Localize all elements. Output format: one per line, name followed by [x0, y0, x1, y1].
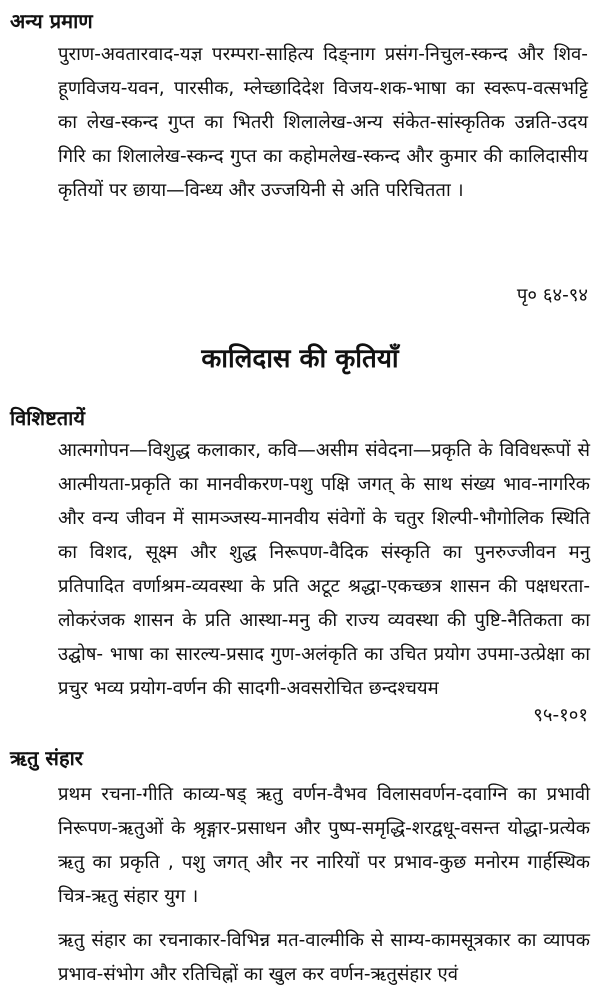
page-reference: ९५-१०१: [533, 705, 588, 726]
section-paragraph-features: आत्मगोपन—विशुद्ध कलाकार, कवि—असीम संवेदना—प्रकृति के विविधरूपों से आत्मीयता-प्रकृति का मानवीकरण-पशु पक्षि जगत् के साथ संख्य भाव-नागरिक और वन्य जीवन में सामञ्जस्य-मानवीय संवेगों के चतुर शिल्पी-भौगोलिक स्थिति का विशद, सूक्ष्म और शुद्ध निरूपण-वैदिक संस्कृति का पुनरुज्जीवन मनु प्रतिपादित वर्णाश्रम-व्यवस्था के प्रति अटूट श्रद्धा-एकच्छत्र शासन की पक्षधरता-लोकरंजक शासन के प्रति आस्था-मनु की राज्य व्यवस्था की पुष्टि-नैतिकता का उद्घोष- भाषा का सारल्य-प्रसाद गुण-अलंकृति का उचित प्रयोग उपमा-उत्प्रेक्षा का प्रचुर भव्य प्रयोग-वर्णन की सादगी-अवसरोचित छन्दश्चयम: [58, 440, 590, 699]
page-reference: पृ० ६४-९४: [516, 285, 588, 306]
section-heading-other-evidence: अन्य प्रमाण: [10, 9, 93, 33]
section-paragraph-ritusamhara-2: ऋतु संहार का रचनाकार-विभिन्न मत-वाल्मीकि से साम्य-कामसूत्रकार का व्यापक प्रभाव-संभोग और रतिचिह्नों का खुल कर वर्णन-ऋतुसंहार एवं: [58, 930, 590, 985]
section-paragraph-ritusamhara-1: प्रथम रचना-गीति काव्य-षड् ऋतु वर्णन-वैभव विलासवर्णन-दवाग्नि का प्रभावी निरूपण-ऋतुओं के श्रृङ्गार-प्रसाधन और पुष्प-समृद्धि-शरद्वधू-वसन्त योद्धा-प्रत्येक ऋतु का प्रकृति , पशु जगत् और नर नारियों पर प्रभाव-कुछ मनोरम गार्हस्थिक चित्र-ऋतु संहार युग ।: [58, 784, 590, 907]
chapter-title: कालिदास की कृतियाँ: [201, 344, 399, 374]
section-heading-ritusamhara: ऋतु संहार: [10, 746, 83, 770]
section-heading-features: विशिष्टतायें: [10, 406, 85, 430]
section-paragraph-other-evidence: पुराण-अवतारवाद-यज्ञ परम्परा-साहित्य दिङ्नाग प्रसंग-निचुल-स्कन्द और शिव-हूणविजय-यवन, पारसीक, म्लेच्छादिदेश विजय-शक-भाषा का स्वरूप-वत्सभट्टि का लेख-स्कन्द गुप्त का भितरी शिलालेख-अन्य संकेत-सांस्कृतिक उन्नति-उदय गिरि का शिलालेख-स्कन्द गुप्त का कहोमलेख-स्कन्द और कुमार की कालिदासीय कृतियों पर छाया—विन्ध्य और उज्जयिनी से अति परिचितता ।: [58, 44, 588, 201]
